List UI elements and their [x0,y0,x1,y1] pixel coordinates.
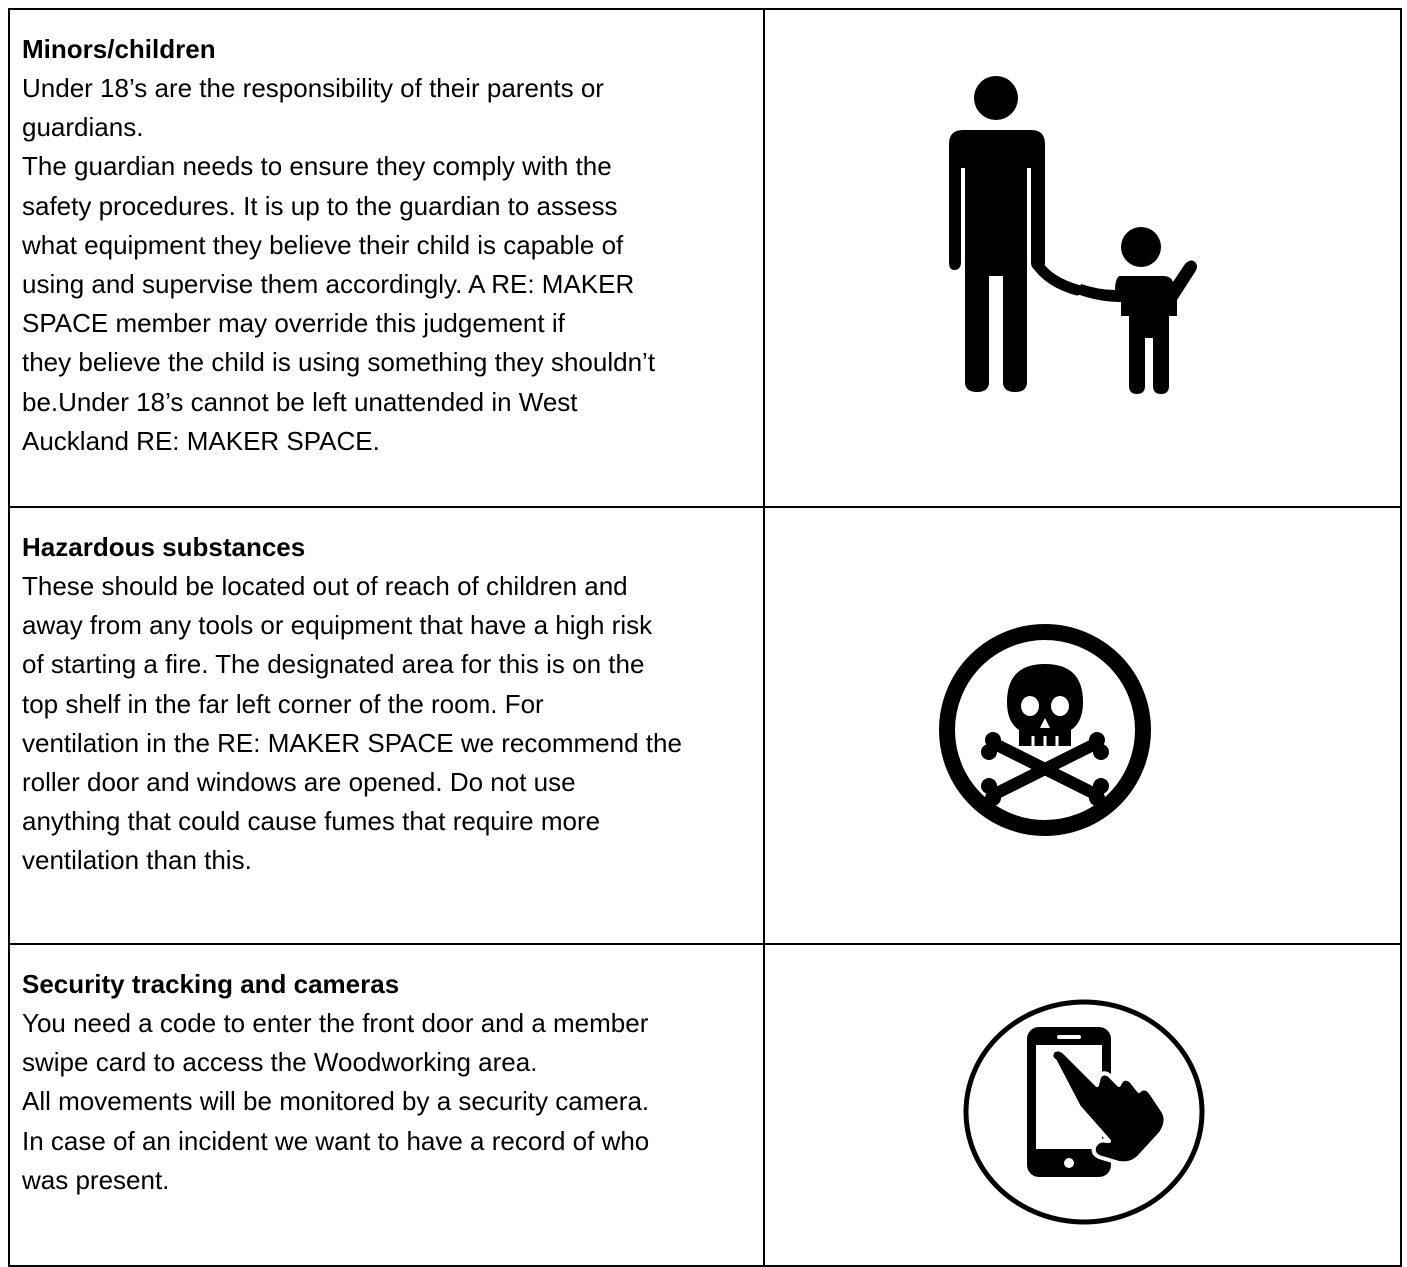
section-heading-hazardous: Hazardous substances [22,532,306,562]
table-row-hazardous [9,507,1401,944]
minors-paragraph-1: Under 18’s are the responsibility of their parents or guardians. [22,73,604,143]
minors-paragraph-2: The guardian needs to ensure they comply with the safety procedures. It is up to the guardian to assess what equipment they believe their child is capable of using and supervise them accordingly. A RE: MAKER SPACE member may override this judgement if they believe the child is using something they shouldn’t be.Under 18’s cannot be left unattended in West Auckland RE: MAKER SPACE. [22,151,656,456]
safety-info-table [8,8,1402,1267]
minors-text-cell [9,9,764,507]
section-heading-minors: Minors/children [22,34,216,64]
security-paragraph-1: You need a code to enter the front door and a member swipe card to access the Woodworking area. [22,1008,649,1078]
section-heading-security: Security tracking and cameras [22,969,400,999]
adult-and-child-icon [949,76,1209,396]
security-text-cell [9,944,764,1266]
hazardous-icon-cell [764,507,1401,944]
hazardous-paragraph-1: These should be located out of reach of children and away from any tools or equipment that have a high risk of starting a fire. The designated area for this is on the top shelf in the far left corner of the room. For ventilation in the RE: MAKER SPACE we recommend the roller door and windows are opened. Do not use anything that could cause fumes that require more ventilation than this. [22,571,682,876]
security-paragraph-2: All movements will be monitored by a security camera. In case of an incident we want to have a record of who was present. [22,1086,650,1195]
table-row-minors [9,9,1401,507]
security-icon-cell [764,944,1401,1266]
minors-icon-cell [764,9,1401,507]
table-row-security [9,944,1401,1266]
hazardous-text-cell [9,507,764,944]
skull-crossbones-icon [937,622,1153,838]
phone-touch-icon [959,997,1209,1227]
